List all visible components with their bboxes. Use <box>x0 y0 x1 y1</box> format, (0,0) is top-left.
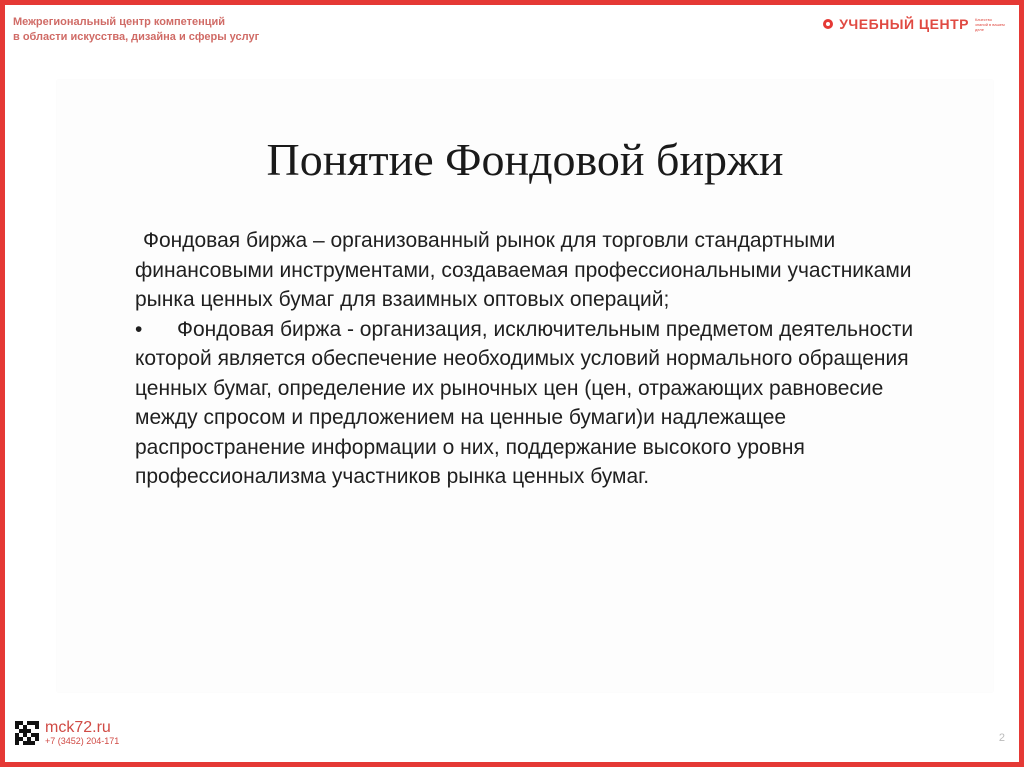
page-number: 2 <box>998 732 1005 744</box>
qr-code-icon <box>15 721 39 745</box>
phone-number: +7 (3452) 204-171 <box>45 736 120 746</box>
bullet-icon: • <box>135 317 143 341</box>
slide-title: Понятие Фондовой биржи <box>266 134 784 185</box>
slide-body <box>135 226 935 492</box>
circle-logo-icon <box>823 19 833 29</box>
bullet-text: Фондовая биржа - организация, исключительным предметом деятельности которой является обеспечение необходимых условий нормального обращения ценных бумаг, определение их рыночных цен (цен, отражающих равновесие между спросом и предложением на ценные бумаги)и надлежащее распространение информации о них, поддержание высокого уровня профессионализма участников рынка ценных бумаг. <box>135 317 914 488</box>
org-name <box>13 15 333 45</box>
brand-logo-block <box>823 16 1005 32</box>
org-name-line-1: Межрегиональный центр компетенций <box>13 16 226 28</box>
brand-name: УЧЕБНЫЙ ЦЕНТР <box>839 16 969 32</box>
content-panel <box>57 80 993 692</box>
definition-paragraph: Фондовая биржа – организованный рынок для торговли стандартными финансовыми инструментами, создаваемая профессиональными участниками рынка ценных бумаг для взаимных оптовых операций; <box>135 229 912 311</box>
site-link[interactable]: mck72.ru <box>45 719 111 736</box>
contact-block <box>45 719 119 747</box>
org-name-line-2: в области искусства, дизайна и сферы услуг <box>13 31 260 43</box>
footer <box>15 719 119 747</box>
bullet-item <box>135 315 935 492</box>
brand-tagline: Качество знаний в вашем деле <box>975 16 1005 32</box>
